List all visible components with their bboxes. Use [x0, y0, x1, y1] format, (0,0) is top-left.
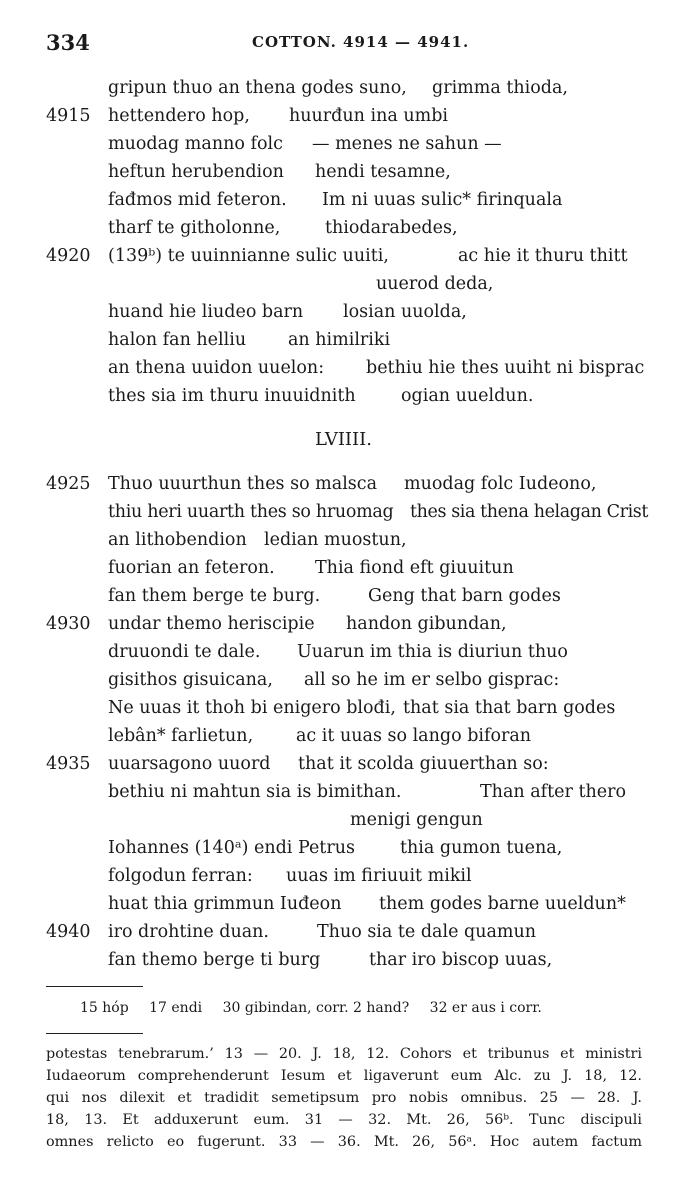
half-line-a: Ne uuas it thoh bi enigero blođi, [108, 698, 396, 718]
half-line-a: druuondi te dale. [108, 642, 261, 662]
half-line-a: hettendero hop, [108, 106, 250, 126]
half-line-a: muodag manno folc [108, 134, 283, 154]
half-line-a: undar themo heriscipie [108, 614, 315, 634]
half-line-b: huurđun ina umbi [289, 106, 449, 126]
half-line-b: that sia that barn godes [403, 698, 616, 718]
half-line-b: grimma thioda, [432, 78, 568, 98]
half-line-a: huat thia grimmun Iuđeon [108, 894, 342, 914]
half-line-a: heftun herubendion [108, 162, 284, 182]
half-line-b: losian uuolda, [343, 302, 467, 322]
half-line-a: (139ᵇ) te uuinnianne sulic uuiti, [108, 246, 389, 266]
half-line-a: lebân* farlietun, [108, 726, 254, 746]
verse-line [0, 186, 687, 214]
note-line: 18, 13. Et adduxerunt eum. 31 — 32. Mt. 26, 56ᵇ. Tunc discipuli [46, 1112, 642, 1128]
line-number: 4925 [46, 474, 91, 494]
half-line-b: — menes ne sahun — [312, 134, 502, 154]
verse-line [0, 918, 687, 946]
half-line-b: Geng that barn godes [368, 586, 561, 606]
half-line-a: folgodun ferran: [108, 866, 253, 886]
half-line-b: ac hie it thuru thitt [458, 246, 628, 266]
running-title: COTTON. 4914 — 4941. [252, 33, 470, 51]
half-line-b: thar iro biscop uuas, [369, 950, 553, 970]
apparatus-entry: 32 er aus i corr. [429, 1000, 542, 1016]
half-line-a: fađmos mid feteron. [108, 190, 287, 210]
note-line: potestas tenebrarum.’ 13 — 20. J. 18, 12. Cohors et tribunus et ministri [46, 1046, 642, 1062]
half-line-b: Thuo sia te dale quamun [317, 922, 537, 942]
verse-line [0, 554, 687, 582]
critical-apparatus [80, 996, 641, 1020]
half-line-b: thiodarabedes, [325, 218, 458, 238]
half-line-b: an himilriki [288, 330, 391, 350]
note-line: omnes relicto eo fugerunt. 33 — 36. Mt. 26, 56ᵃ. Hoc autem factum [46, 1134, 642, 1150]
section-heading: LVIIII. [315, 429, 372, 450]
half-line-b: thia gumon tuena, [400, 838, 563, 858]
apparatus-entry: 15 hóp [80, 1000, 129, 1016]
half-line-a: Thuo uuurthun thes so malsca [108, 474, 378, 494]
half-line-b: uuerod deda, [376, 274, 494, 294]
half-line-a: huand hie liudeo barn [108, 302, 304, 322]
half-line-b: ac it uuas so lango biforan [296, 726, 532, 746]
half-line-a: thes sia im thuru inuuidnith [108, 386, 356, 406]
half-line-b: handon gibundan, [346, 614, 507, 634]
line-number: 4915 [46, 106, 91, 126]
half-line-b: Im ni uuas sulic* firinquala [322, 190, 563, 210]
half-line-a: Iohannes (140ᵃ) endi Petrus [108, 838, 355, 858]
verse-line [0, 722, 687, 750]
half-line-b: thes sia thena helagan Crist [410, 502, 648, 522]
verse-line [0, 214, 687, 242]
line-number: 4930 [46, 614, 91, 634]
verse-line [0, 834, 687, 862]
half-line-b: menigi gengun [350, 810, 483, 830]
note-line: qui nos dilexit et tradidit semetipsum pro nobis omnibus. 25 — 28. J. [46, 1090, 642, 1106]
verse-line [0, 638, 687, 666]
verse-line [0, 778, 687, 806]
verse-line [0, 102, 687, 130]
verse-line [0, 74, 687, 102]
half-line-b: that it scolda giuuerthan so: [298, 754, 549, 774]
half-line-a: gripun thuo an thena godes suno, [108, 78, 407, 98]
half-line-b: ogian uueldun. [401, 386, 534, 406]
half-line-b: hendi tesamne, [315, 162, 451, 182]
half-line-b: bethiu hie thes uuiht ni bisprac [366, 358, 645, 378]
verse-line [0, 470, 687, 498]
apparatus-entry: 17 endi [149, 1000, 203, 1016]
notes-rule [46, 1033, 143, 1034]
verse-line [0, 526, 687, 554]
half-line-a: bethiu ni mahtun sia is bimithan. [108, 782, 402, 802]
verse-line [0, 382, 687, 410]
verse-line [0, 326, 687, 354]
half-line-a: thiu heri uuarth thes so hruomag [108, 502, 394, 522]
verse-line [0, 130, 687, 158]
verse-line [0, 298, 687, 326]
half-line-a: tharf te githolonne, [108, 218, 281, 238]
half-line-b: Thia fiond eft giuuitun [315, 558, 514, 578]
verse-line [0, 890, 687, 918]
half-line-b: Uuarun im thia is diuriun thuo [297, 642, 568, 662]
apparatus-entry: 30 gibindan, corr. 2 hand? [222, 1000, 410, 1016]
half-line-b: ledian muostun, [264, 530, 407, 550]
verse-line [0, 862, 687, 890]
half-line-a: fuorian an feteron. [108, 558, 275, 578]
line-number: 4940 [46, 922, 91, 942]
half-line-a: iro drohtine duan. [108, 922, 269, 942]
half-line-b: muodag folc Iudeono, [404, 474, 597, 494]
verse-line [0, 806, 687, 834]
verse-line [0, 158, 687, 186]
verse-line [0, 270, 687, 298]
line-number: 4935 [46, 754, 91, 774]
verse-line [0, 582, 687, 610]
half-line-a: halon fan helliu [108, 330, 247, 350]
page-header [46, 30, 641, 56]
page-number: 334 [46, 30, 90, 55]
half-line-a: an lithobendion [108, 530, 247, 550]
half-line-a: fan themo berge ti burg [108, 950, 321, 970]
apparatus-rule [46, 986, 143, 987]
verse-line [0, 354, 687, 382]
half-line-b: Than after thero [480, 782, 626, 802]
verse-line [0, 498, 687, 526]
half-line-a: uuarsagono uuord [108, 754, 271, 774]
verse-line [0, 750, 687, 778]
verse-line [0, 610, 687, 638]
line-number: 4920 [46, 246, 91, 266]
half-line-b: all so he im er selbo gisprac: [304, 670, 560, 690]
half-line-a: fan them berge te burg. [108, 586, 321, 606]
verse-line [0, 666, 687, 694]
verse-line [0, 694, 687, 722]
half-line-b: uuas im firiuuit mikil [286, 866, 472, 886]
half-line-a: gisithos gisuicana, [108, 670, 273, 690]
note-line: Iudaeorum comprehenderunt Iesum et ligaverunt eum Alc. zu J. 18, 12. [46, 1068, 642, 1084]
half-line-a: an thena uuidon uuelon: [108, 358, 325, 378]
half-line-b: them godes barne uueldun* [379, 894, 626, 914]
verse-line [0, 242, 687, 270]
verse-line [0, 946, 687, 974]
